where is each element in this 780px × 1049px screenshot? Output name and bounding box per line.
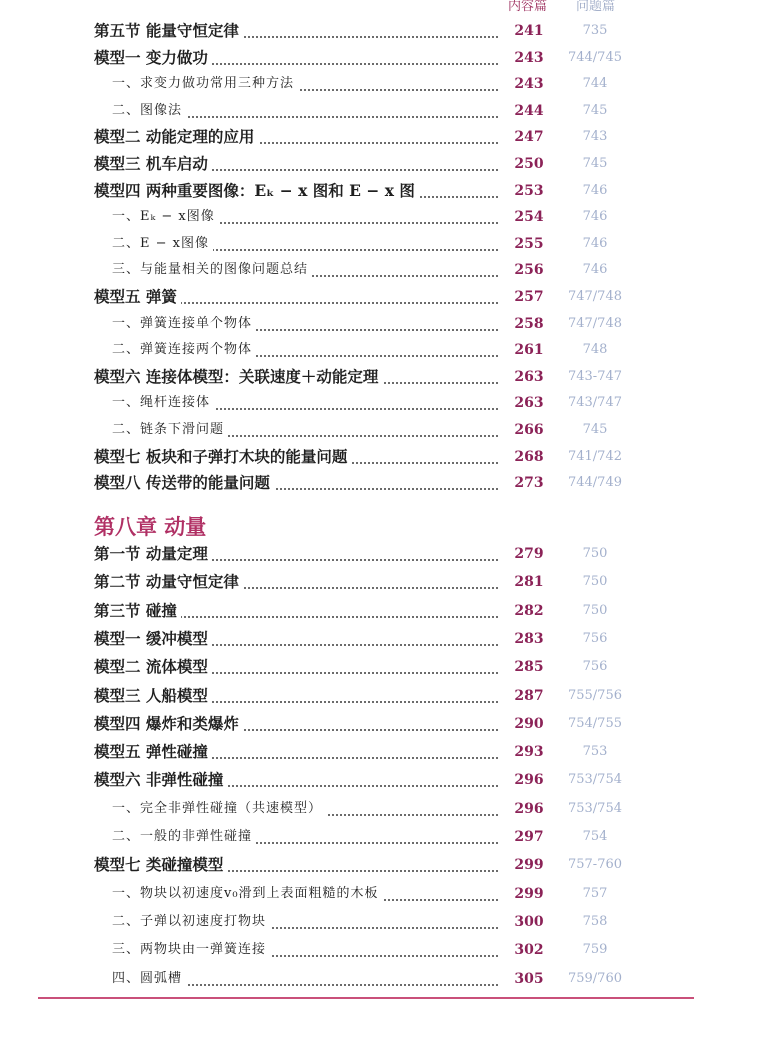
content-page-number: 299 [514, 857, 544, 874]
toc-entry-title: 第三节 碰撞 [94, 598, 181, 624]
toc-entry[interactable] [0, 470, 780, 496]
toc-entry[interactable] [0, 541, 780, 567]
content-page-number: 287 [514, 687, 544, 704]
content-page-number: 273 [514, 475, 544, 492]
dot-leader [140, 982, 498, 986]
toc-entry[interactable] [0, 711, 780, 737]
content-page-number: 253 [514, 182, 544, 199]
toc-entry-title: 三、两物块由一弹簧连接 [112, 937, 270, 963]
problem-page-number: 759 [582, 942, 608, 958]
problem-page-number: 746 [582, 182, 608, 198]
toc-entry[interactable] [0, 71, 780, 97]
problem-page-number: 745 [582, 102, 608, 118]
toc-entry-title: 第二节 动量守恒定律 [94, 569, 243, 595]
toc-entry-title: 一、求变力做功常用三种方法 [112, 71, 298, 97]
content-page-number: 299 [514, 885, 544, 902]
toc-entry[interactable] [0, 231, 780, 257]
problem-page-number: 746 [582, 262, 608, 278]
problem-page-number: 759/760 [567, 970, 622, 986]
problem-page-number: 743-747 [567, 368, 623, 384]
content-page-number: 300 [514, 913, 544, 930]
toc-entry-title: 三、与能量相关的图像问题总结 [112, 257, 312, 283]
problem-page-number: 753/754 [567, 800, 622, 816]
problem-page-number: 758 [582, 913, 608, 929]
problem-page-number: 746 [582, 235, 608, 251]
toc-entry[interactable] [0, 45, 780, 71]
toc-entry[interactable] [0, 257, 780, 283]
problem-page-number: 744/749 [567, 475, 622, 491]
problem-page-number: 746 [582, 209, 608, 225]
content-page-number: 285 [514, 659, 544, 676]
toc-entry[interactable] [0, 178, 780, 204]
toc-entry-title: 一、弹簧连接单个物体 [112, 311, 256, 337]
toc-entry-title: 二、链条下滑问题 [112, 417, 228, 443]
content-page-number: 266 [514, 422, 544, 438]
content-page-number: 250 [514, 156, 544, 172]
toc-entry[interactable] [0, 598, 780, 624]
toc-entry[interactable] [0, 18, 780, 44]
content-page-number: 297 [514, 829, 544, 845]
toc-entry[interactable] [0, 204, 780, 230]
toc-entry[interactable] [0, 98, 780, 124]
toc-entry-title: 二、图像法 [112, 98, 186, 124]
toc-entry[interactable] [0, 124, 780, 150]
toc-entry-title: 二、子弹以初速度打物块 [112, 909, 270, 935]
problem-page-number: 750 [582, 602, 608, 618]
problem-page-number: 755/756 [567, 687, 622, 703]
toc-entry-title: 模型二 动能定理的应用 [94, 124, 258, 150]
toc-entry[interactable] [0, 909, 780, 935]
content-page-number: 293 [514, 744, 544, 761]
toc-entry[interactable] [0, 337, 780, 363]
toc-entry-title: 模型一 变力做功 [94, 45, 212, 71]
content-page-number: 302 [514, 942, 544, 959]
footer-rule [38, 997, 694, 999]
toc-entry[interactable] [0, 881, 780, 907]
toc-entry-title: 模型四 两种重要图像：Eₖ − x 图和 E − x 图 [94, 178, 419, 204]
toc-entry-title: 一、绳杆连接体 [112, 390, 214, 416]
content-page-number: 305 [514, 970, 544, 987]
chapter-heading: 第八章 动量 [94, 512, 206, 544]
toc-entry[interactable] [0, 796, 780, 822]
problem-page-number: 735 [582, 23, 608, 38]
toc-entry-title: 二、一般的非弹性碰撞 [112, 824, 256, 850]
problem-page-number: 748 [582, 342, 608, 358]
toc-entry-title: 模型二 流体模型 [94, 654, 212, 680]
content-page-number: 256 [514, 262, 544, 279]
problem-column-header: 问题篇 [576, 0, 616, 14]
toc-entry-title: 一、Eₖ − x图像 [112, 204, 219, 230]
problem-page-number: 747/748 [567, 289, 622, 304]
content-page-number: 282 [514, 602, 544, 619]
content-page-number: 263 [514, 368, 544, 385]
content-page-number: 279 [514, 546, 544, 562]
content-page-number: 254 [514, 209, 544, 226]
toc-entry[interactable] [0, 654, 780, 680]
content-page-number: 263 [514, 395, 544, 412]
content-page-number: 296 [514, 772, 544, 789]
toc-entry-title: 模型六 非弹性碰撞 [94, 767, 227, 793]
content-page-number: 268 [514, 448, 544, 465]
toc-entry[interactable] [0, 569, 780, 595]
content-column-header: 内容篇 [508, 0, 548, 14]
toc-entry[interactable] [0, 683, 780, 709]
problem-page-number: 744/745 [567, 49, 622, 65]
toc-entry-title: 二、E − x图像 [112, 231, 213, 257]
toc-entry-title: 一、完全非弹性碰撞（共速模型） [112, 796, 326, 822]
toc-entry-title: 二、弹簧连接两个物体 [112, 337, 256, 363]
content-page-number: 243 [514, 49, 544, 66]
toc-entry-title: 模型一 缓冲模型 [94, 626, 212, 652]
toc-entry-title: 模型五 弹簧 [94, 284, 181, 310]
problem-page-number: 756 [582, 659, 608, 675]
content-page-number: 255 [514, 235, 544, 252]
content-page-number: 296 [514, 800, 544, 817]
problem-page-number: 754/755 [567, 715, 622, 731]
toc-entry[interactable] [0, 311, 780, 337]
dot-leader [140, 114, 498, 118]
toc-entry-title: 模型八 传送带的能量问题 [94, 470, 274, 496]
problem-page-number: 743 [582, 129, 608, 145]
content-page-number: 261 [514, 342, 544, 359]
toc-entry[interactable] [0, 937, 780, 963]
toc-entry-title: 模型三 机车启动 [94, 151, 212, 177]
problem-page-number: 756 [582, 630, 608, 646]
toc-entry-title: 模型六 连接体模型：关联速度＋动能定理 [94, 364, 382, 390]
toc-entry[interactable] [0, 626, 780, 652]
toc-entry-title: 模型七 板块和子弹打木块的能量问题 [94, 444, 351, 470]
toc-entry-title: 模型三 人船模型 [94, 683, 212, 709]
content-page-number: 281 [514, 574, 544, 591]
toc-entry-title: 模型七 类碰撞模型 [94, 852, 227, 878]
content-page-number: 290 [514, 715, 544, 732]
toc-entry-title: 第一节 动量定理 [94, 541, 212, 567]
toc-entry[interactable] [0, 966, 780, 992]
problem-page-number: 757-760 [567, 857, 623, 873]
problem-page-number: 745 [582, 156, 608, 171]
toc-entry[interactable] [0, 151, 780, 177]
problem-page-number: 754 [582, 829, 608, 844]
toc-entry[interactable] [0, 852, 780, 878]
toc-entry-title: 第五节 能量守恒定律 [94, 18, 243, 44]
toc-entry[interactable] [0, 364, 780, 390]
content-page-number: 241 [514, 23, 544, 39]
problem-page-number: 741/742 [567, 448, 622, 464]
problem-page-number: 753 [582, 744, 608, 760]
problem-page-number: 750 [582, 574, 608, 590]
toc-entry[interactable] [0, 417, 780, 443]
content-page-number: 244 [514, 102, 544, 119]
problem-page-number: 745 [582, 422, 608, 437]
toc-entry-title: 模型五 弹性碰撞 [94, 739, 212, 765]
problem-page-number: 744 [582, 76, 608, 92]
problem-page-number: 757 [582, 885, 608, 901]
toc-entry-title: 四、圆弧槽 [112, 966, 186, 992]
content-page-number: 258 [514, 315, 544, 332]
toc-entry[interactable] [0, 767, 780, 793]
content-page-number: 243 [514, 76, 544, 93]
toc-entry[interactable] [0, 739, 780, 765]
problem-page-number: 753/754 [567, 772, 622, 788]
problem-page-number: 747/748 [567, 315, 622, 331]
toc-entry[interactable] [0, 284, 780, 310]
toc-entry[interactable] [0, 390, 780, 416]
toc-entry[interactable] [0, 444, 780, 470]
toc-entry-title: 一、物块以初速度v₀滑到上表面粗糙的木板 [112, 881, 383, 907]
toc-entry[interactable] [0, 824, 780, 850]
content-page-number: 283 [514, 630, 544, 647]
content-page-number: 247 [514, 129, 544, 146]
content-page-number: 257 [514, 289, 544, 305]
toc-entry-title: 模型四 爆炸和类爆炸 [94, 711, 243, 737]
problem-page-number: 743/747 [567, 395, 622, 411]
problem-page-number: 750 [582, 546, 608, 561]
